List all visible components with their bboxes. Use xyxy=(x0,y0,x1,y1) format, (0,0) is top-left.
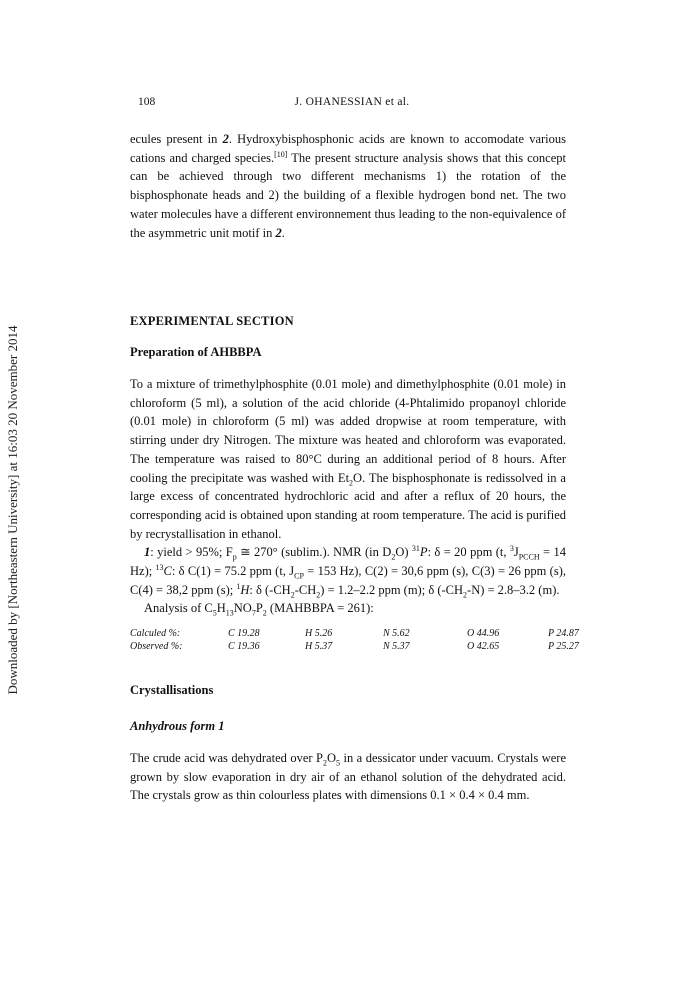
subsection-preparation: Preparation of AHBBPA xyxy=(130,345,262,359)
crystallisation-paragraph xyxy=(130,749,566,805)
analysis-row-observed xyxy=(130,641,579,654)
analysis-cell: Calculed %: xyxy=(130,628,181,639)
analysis-cell: H 5.26 xyxy=(305,628,333,639)
download-watermark: Downloaded by [Northeastern University] at 16:03 20 November 2014 xyxy=(5,325,20,695)
preparation-text: To a mixture of trimethylphosphite (0.01 mole) and dimethylphosphite (0.01 mole) in chloroform (5 ml), a solution of the acid chloride (4-Phtalimido propanoyl chloride (0.01 mole) in chloroform (5 ml) was added dropwise at room temperature, with stirring under dry Nitrogen. The mixture was heated and chloroform was evaporated. The temperature was raised to 80°C during an additional period of 8 hours. After cooling the precipitate was washed with $Et_2O$. The bisphosphonate is redissolved in a large excess of concentrated hydrochloric acid and after a reflux of 20 hours, the corresponding acid is obtained upon standing at room temperature. The acid is purified by recrystallisation in ethanol. xyxy=(130,377,566,541)
intro-paragraph xyxy=(130,130,566,242)
analysis-cell: P 24.87 xyxy=(548,628,579,639)
preparation-paragraph xyxy=(130,375,566,618)
page-number: 108 xyxy=(138,96,156,108)
analysis-cell: H 5.37 xyxy=(305,641,333,652)
analysis-cell: C 19.28 xyxy=(228,628,260,639)
analysis-table xyxy=(130,628,579,654)
running-head: J. OHANESSIAN et al. xyxy=(294,96,410,108)
subsubsection-anhydrous: Anhydrous form 1 xyxy=(130,719,225,733)
analysis-cell: C 19.36 xyxy=(228,641,260,652)
nmr-text: 1: yield > 95%; $F_p$ ≅ 270° (sublim.). NMR (in $D_2O$) $^{31}$P: δ = 20 ppm (t, $^3J_{PCCH} = 14$ Hz); $^{13}$C: δ C(1) = 75.2 ppm (t, $J_{CP} = 153$ Hz), C(2) = 30,6 ppm (s), C(3) = 26 ppm (s), C(4) = 38,2 ppm (s); $^1$H: δ $(-CH_2-CH_2) = 1.2-2.2$ ppm (m); δ $(-CH_2-N) = 2.8-3.2$ (m). xyxy=(130,544,566,600)
analysis-cell: O 44.96 xyxy=(467,628,500,639)
crystallisation-text: The crude acid was dehydrated over $P_2O_5$ in a dessicator under vacuum. Crystals were grown by slow evaporation in dry air of an ethanol solution of the dehydrated acid. The crystals grow as thin colourless plates with dimensions 0.1 × 0.4 × 0.4 mm. xyxy=(130,751,566,803)
subsection-crystallisations: Crystallisations xyxy=(130,683,214,697)
analysis-cell: O 42.65 xyxy=(467,641,500,652)
page-header xyxy=(138,96,566,112)
analysis-cell: N 5.37 xyxy=(383,641,410,652)
analysis-cell: P 25.27 xyxy=(548,641,579,652)
analysis-cell: N 5.62 xyxy=(383,628,410,639)
section-title: EXPERIMENTAL SECTION xyxy=(130,314,294,328)
analysis-cell: Observed %: xyxy=(130,641,183,652)
analysis-row-calculated xyxy=(130,628,579,641)
intro-text: ecules present in 2. Hydroxybisphosphonic acids are known to accomodate various cations and charged species.[10] The present structure analysis shows that this concept can be achieved through two different mechanisms 1) the rotation of the bisphosphonate heads and 2) the building of a flexible hydrogen bond net. The two water molecules have a different environnement thus leading to the non-equivalence of the asymmetric unit motif in 2. xyxy=(130,132,566,240)
analysis-heading: Analysis of $C_5H_{13}NO_7P_2$ (MAHBBPA = 261): xyxy=(144,601,374,618)
